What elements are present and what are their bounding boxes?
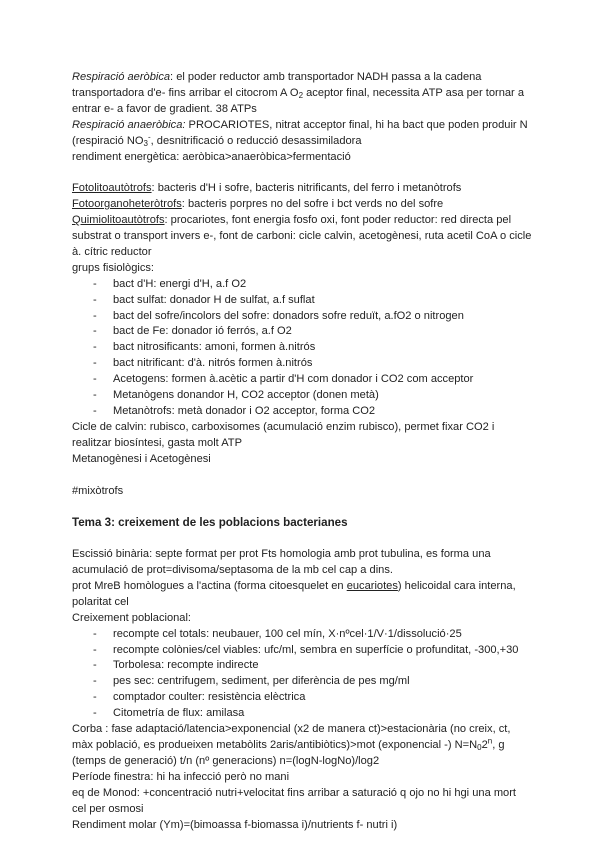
methanogenesis-line: Metanogènesi i Acetogènesi: [72, 452, 211, 465]
photoorganoheterotrophs-paragraph: Fotoorganoheteròtrofs: bacteris porpres no del sofre i bct verds no del sofre: [72, 198, 444, 211]
monod-equation-paragraph: eq de Monod: +concentració nutri+velocitat fins arribar a saturació q ojo no hi hgi una mort cel per osmosi: [72, 786, 517, 815]
mreb-paragraph: prot MreB homòlogues a l'actina (forma citoesquelet en eucariotes) helicoidal cara interna, polaritat cel: [72, 579, 516, 608]
molar-yield-line: Rendiment molar (Ym)=(bimoassa f-biomassa i)/nutrients f- nutri i): [72, 818, 398, 831]
aerobic-respiration-label: Respiració aeròbica: [72, 71, 171, 83]
section-heading: Tema 3: creixement de les poblacions bacterianes: [72, 516, 348, 530]
list-item: - Acetogens: formen à.acètic a partir d'H com donador i CO2 com acceptor: [93, 372, 532, 388]
list-item: - bact de Fe: donador ió ferrós, a.f O2: [93, 324, 532, 340]
photoorganoheterotrophs-term: Fotoorganoheteròtrofs: [72, 198, 182, 211]
list-item: - pes sec: centrifugem, sediment, per diferència de pes mg/ml: [93, 674, 532, 690]
list-item: - comptador coulter: resistència elèctrica: [93, 690, 532, 706]
list-item: - bact nitrosificants: amoni, formen à.nitrós: [93, 340, 532, 356]
list-item: - recompte cel totals: neubauer, 100 cel mín, X·nºcel·1/V·1/dissolució·25: [93, 627, 532, 643]
aerobic-respiration-paragraph: Respiració aeròbica: el poder reductor amb transportador NADH passa a la cadena transportadora d'e- fins arribar el citocrom A $O_2$ aceptor final, necessita ATP asa per tornar a entrar e- a favor de gradient. 38 ATPs: [72, 71, 524, 115]
anaerobic-respiration-label: Respiració anaeròbica:: [72, 118, 186, 131]
anaerobic-respiration-paragraph: Respiració anaeròbica: PROCARIOTES, nitrat acceptor final, hi ha bact que poden produir N (respiració $NO_3^-$, desnitrificació o reducció desassimiladora: [72, 118, 528, 148]
list-item: - bact del sofre/incolors del sofre: donadors sofre reduït, a.fO2 o nitrogen: [93, 309, 532, 325]
physiological-groups-list: [72, 277, 532, 420]
physiological-groups-heading: grups fisiològics:: [72, 261, 155, 274]
list-item: - bact sulfat: donador H de sulfat, a.f suflat: [93, 293, 532, 309]
window-period-line: Període finestra: hi ha infecció però no mani: [72, 770, 290, 783]
binary-fission-paragraph: Escissió binària: septe format per prot Fts homologia amb prot tubulina, es forma una acumulació de prot=divisoma/septasoma de la mb cel cap a dins.: [72, 548, 491, 577]
energy-yield-line: rendiment energètica: aeròbica>anaeròbica>fermentació: [72, 150, 351, 163]
growth-curve-paragraph: Corba : fase adaptació/latencia>exponencial (x2 de manera ct)>estacionària (no creix, ct, màx població, es produeixen metabòlits 2aris/antibiòtics)>mot (exponencial -) $N=N_02^n$, g (temps de generació) t/n (nº generacions) n=(logN-logNo)/log2: [72, 723, 511, 767]
growth-methods-list: [72, 627, 532, 722]
chemolithoautotrophs-term: Quimiolitoautòtrofs: [72, 214, 165, 227]
calvin-cycle-paragraph: Cicle de calvin: rubisco, carboxisomes (acumulació enzim rubisco), permet fixar CO2 i realitzar biosíntesi, gasta molt ATP: [72, 420, 495, 449]
document-body: [72, 70, 532, 833]
photolithoautotrophs-term: Fotolitoautòtrofs: [72, 182, 152, 195]
population-growth-heading: Creixement poblacional:: [72, 611, 192, 624]
list-item: - Metanòtrofs: metà donador i O2 acceptor, forma CO2: [93, 404, 532, 420]
list-item: - Torbolesa: recompte indirecte: [93, 658, 532, 674]
mixotrophs-tag: #mixòtrofs: [72, 484, 124, 497]
list-item: - Citometría de flux: amilasa: [93, 706, 532, 722]
list-item: - recompte colònies/cel viables: ufc/ml, sembra en superfície o profunditat, -300,+30: [93, 643, 532, 659]
eucariotes-link[interactable]: eucariotes: [346, 579, 398, 592]
photolithoautotrophs-paragraph: Fotolitoautòtrofs: bacteris d'H i sofre, bacteris nitrificants, del ferro i metanòtrofs: [72, 182, 462, 195]
list-item: - bact d'H: energi d'H, a.f O2: [93, 277, 532, 293]
list-item: - bact nitrificant: d'à. nitrós formen à.nitrós: [93, 356, 532, 372]
list-item: - Metanògens donandor H, CO2 acceptor (donen metà): [93, 388, 532, 404]
chemolithoautotrophs-paragraph: Quimiolitoautòtrofs: procariotes, font energia fosfo oxi, font poder reductor: red directa pel substrat o transport invers e-, font de carboni: cicle calvin, acetogènesi, ruta acetil CoA o cicle à. cítric reductor: [72, 214, 532, 258]
